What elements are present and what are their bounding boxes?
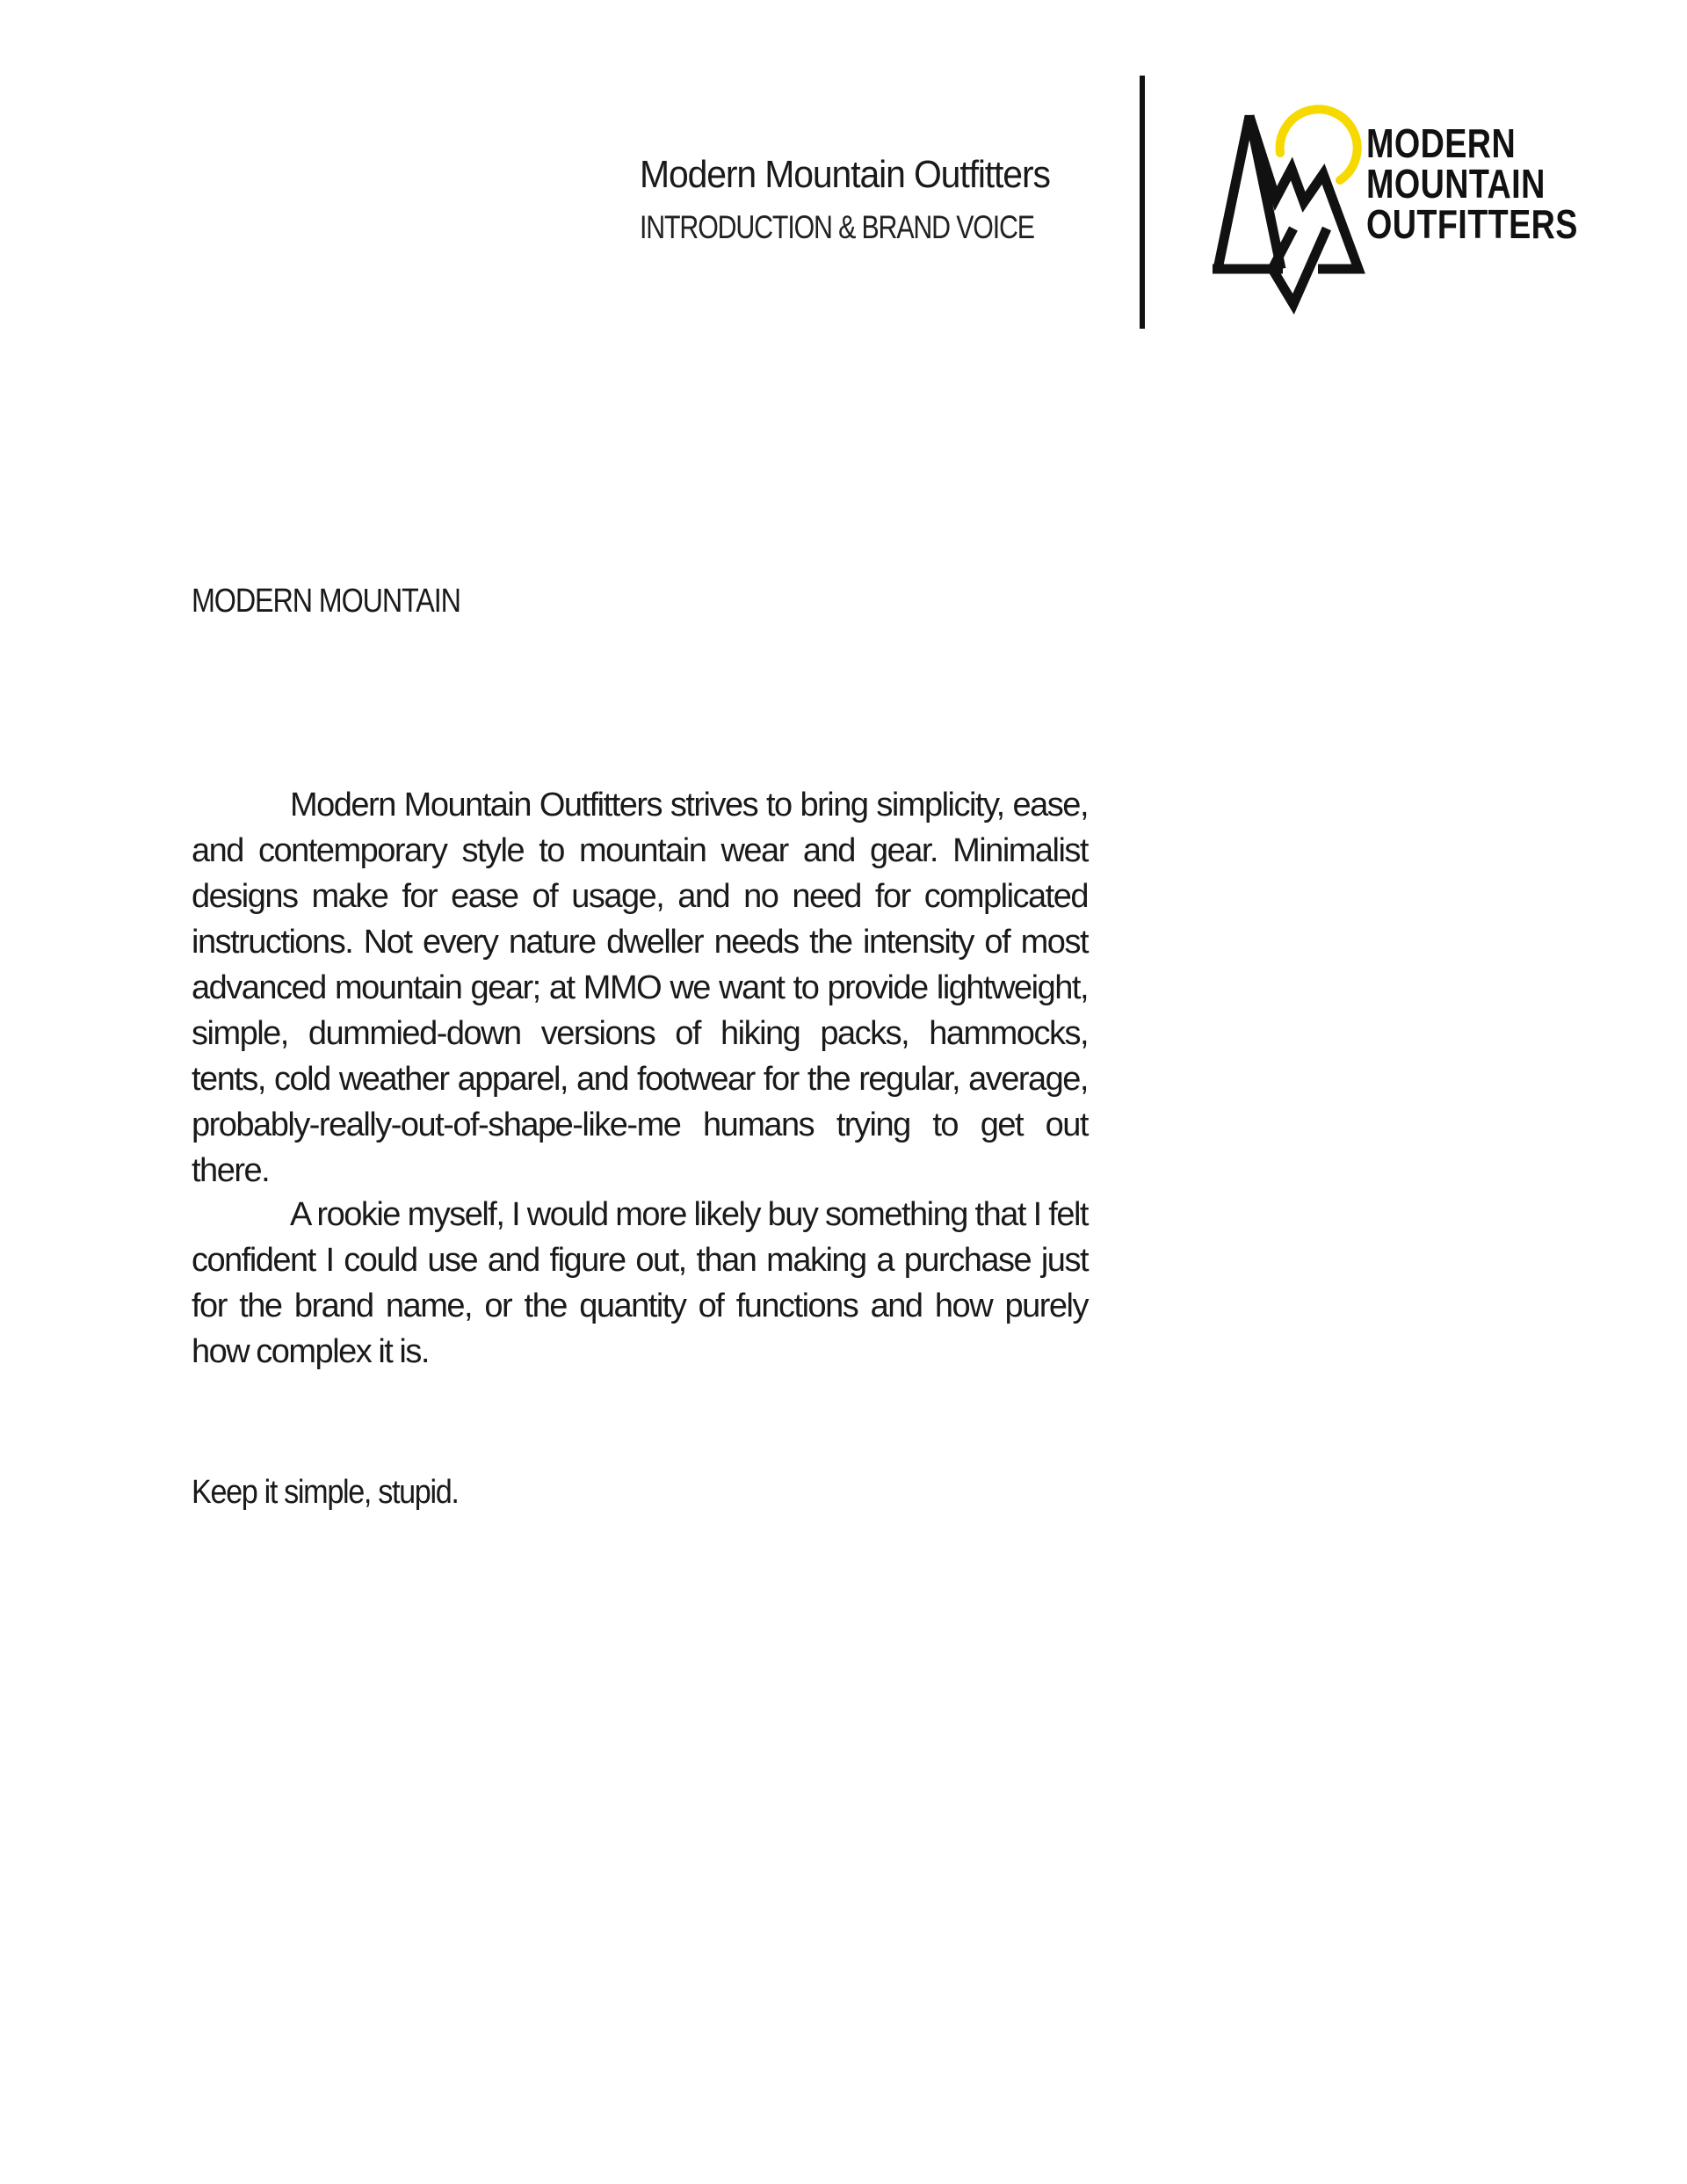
section-heading: MODERN MOUNTAIN — [192, 583, 460, 620]
body-paragraph-2 — [192, 1192, 1088, 1375]
logo-line-2: MOUNTAIN — [1366, 161, 1546, 207]
logo-line-3: OUTFITTERS — [1366, 201, 1578, 247]
paragraph-1-text: Modern Mountain Outfitters strives to bring simplicity, ease, and contemporary style to mountain wear and gear. Minimalist designs make for ease of usage, and no need for complicated instructions. Not every nature dweller needs the intensity of most advanced mountain gear; at MMO we want to provide lightweight, simple, dummied-down versions of hiking packs, hammocks, tents, cold weather apparel, and footwear for the regular, average, probably-really-out-of-shape-like-me humans trying to get out there. — [192, 787, 1088, 1189]
page-subtitle: INTRODUCTION & BRAND VOICE — [640, 209, 1034, 245]
body-paragraph-1 — [192, 782, 1088, 1194]
logo-line-1: MODERN — [1366, 120, 1517, 166]
tagline: Keep it simple, stupid. — [192, 1474, 459, 1511]
paragraph-2-text: A rookie myself, I would more likely buy something that I felt confident I could use and figure out, than making a purchase just for the brand name, or the quantity of functions and how purely how complex it is. — [192, 1196, 1088, 1370]
brand-logo — [1195, 97, 1687, 316]
mountain-sun-icon — [1195, 97, 1371, 316]
header-divider — [1140, 76, 1145, 329]
page-title: Modern Mountain Outfitters — [640, 153, 1050, 196]
